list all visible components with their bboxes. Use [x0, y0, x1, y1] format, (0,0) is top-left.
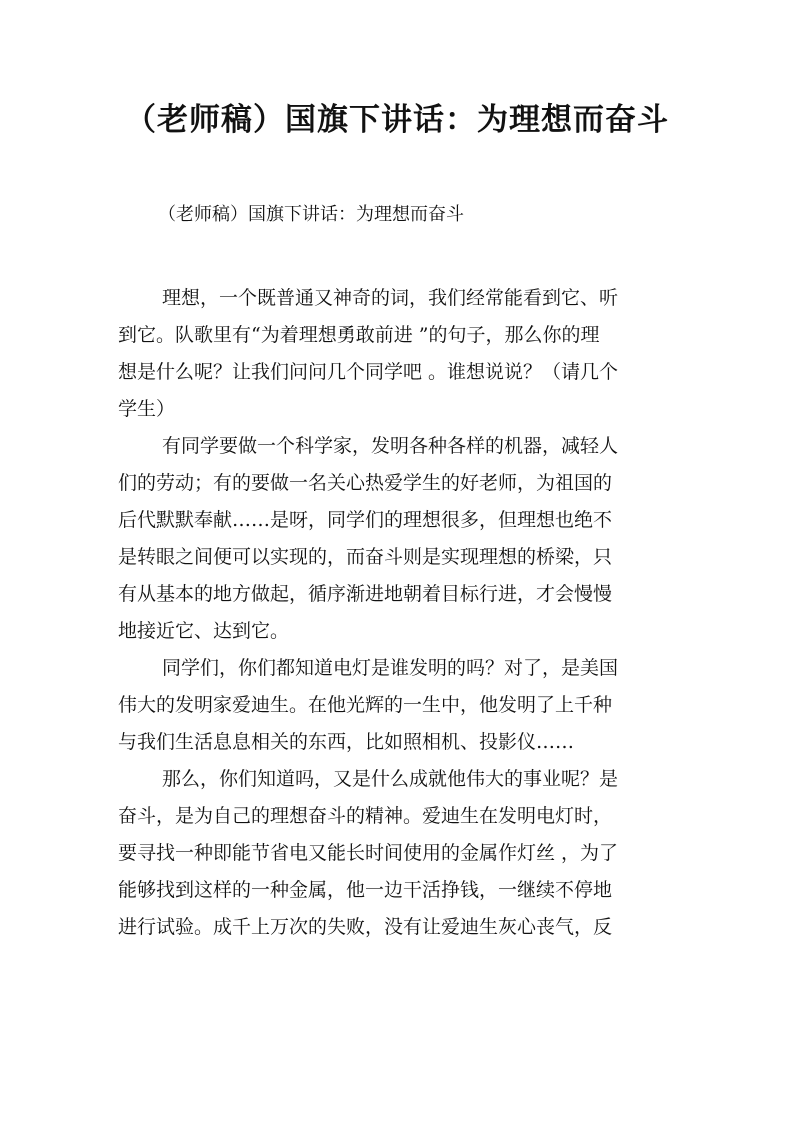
- text-line: 能够找到这样的一种金属，他一边干活挣钱，一继续不停地: [118, 879, 613, 901]
- text-line: 们的劳动；有的要做一名关心热爱学生的好老师，为祖国的: [118, 472, 613, 494]
- text-line: 后代默默奉献……是呀，同学们的理想很多，但理想也绝不: [118, 509, 613, 531]
- paragraph: [118, 428, 678, 650]
- text-line: 同学们，你们都知道电灯是谁发明的吗？对了，是美国: [162, 657, 619, 679]
- text-line: 奋斗，是为自己的理想奋斗的精神。爱迪生在发明电灯时，: [118, 805, 613, 827]
- text-line: 地接近它、达到它。: [118, 620, 290, 642]
- text-line: 进行试验。成千上万次的失败，没有让爱迪生灰心丧气，反: [118, 916, 613, 938]
- text-line: 与我们生活息息相关的东西，比如照相机、投影仪……: [118, 731, 575, 753]
- text-line: 有从基本的地方做起，循序渐进地朝着目标行进，才会慢慢: [118, 583, 613, 605]
- text-line: 想是什么呢？让我们问问几个同学吧 。谁想说说？（请几个: [118, 361, 619, 383]
- document-body: [118, 280, 678, 946]
- text-line: 要寻找一种即能节省电又能长时间使用的金属作灯丝 ，为了: [118, 842, 619, 864]
- page-subtitle: （老师稿）国旗下讲话：为理想而奋斗: [158, 204, 464, 225]
- text-line: 到它。队歌里有“为着理想勇敢前进 ”的句子，那么你的理: [118, 324, 600, 346]
- text-line: 是转眼之间便可以实现的，而奋斗则是实现理想的桥梁，只: [118, 546, 613, 568]
- text-line: 那么，你们知道吗，又是什么成就他伟大的事业呢？是: [162, 768, 619, 790]
- paragraph: [118, 761, 678, 946]
- page-title: （老师稿）国旗下讲话：为理想而奋斗: [125, 102, 669, 138]
- text-line: 伟大的发明家爱迪生。在他光辉的一生中，他发明了上千种: [118, 694, 613, 716]
- text-line: 理想，一个既普通又神奇的词，我们经常能看到它、听: [162, 287, 619, 309]
- paragraph: [118, 280, 678, 428]
- text-line: 学生）: [118, 398, 176, 420]
- paragraph: [118, 650, 678, 761]
- text-line: 有同学要做一个科学家，发明各种各样的机器，减轻人: [162, 435, 619, 457]
